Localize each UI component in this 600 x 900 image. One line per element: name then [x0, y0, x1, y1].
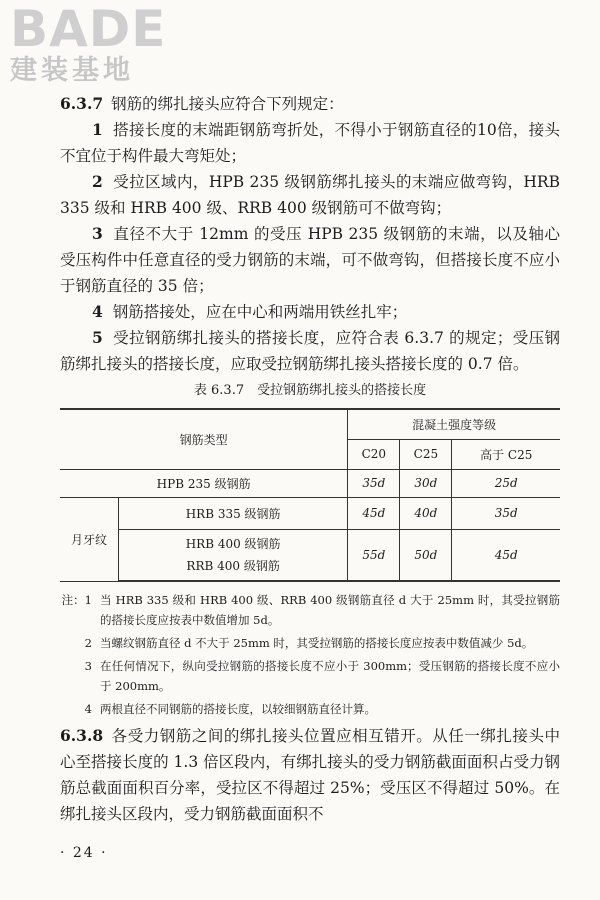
watermark-logo	[10, 0, 180, 86]
table-cell: 40d	[400, 497, 452, 529]
table-cell: 30d	[400, 469, 452, 497]
table-cell: 50d	[400, 529, 452, 581]
note-item: 3 在任何情况下，纵向受拉钢筋的搭接长度不应小于 300mm；受压钢筋的搭接长度不应小于 200mm。	[84, 659, 560, 693]
grade-c25: C25	[400, 439, 452, 469]
clause-item: 4 钢筋搭接处，应在中心和两端用铁丝扎牢；	[92, 302, 408, 321]
table-row	[60, 497, 560, 529]
note-item: 注：1 当 HRB 335 级和 HRB 400 级、RRB 400 级钢筋直径 d 大于 25mm 时，其受拉钢筋的搭接长度应按表中数值增加 5d。	[61, 593, 560, 627]
logo-subtitle: 建装基地	[10, 55, 134, 86]
table-cell: 55d	[348, 529, 400, 581]
grade-above-c25: 高于 C25	[452, 439, 560, 469]
table-cell: 35d	[348, 469, 400, 497]
section-text: 各受力钢筋之间的绑扎接头位置应相互错开。从任一绑扎接头中心至搭接长度的 1.3 倍区段内，有绑扎接头的受力钢筋截面面积占受力钢筋总截面面积百分率，受拉区不得超过 25%；受压区不得超过 50%。在绑扎接头区段内，受力钢筋截面面积不	[60, 727, 560, 823]
table-notes	[60, 590, 560, 719]
lap-length-table	[60, 408, 560, 582]
clause-item: 1 搭接长度的末端距钢筋弯折处，不得小于钢筋直径的10倍，接头不宜位于构件最大弯矩处；	[60, 120, 560, 165]
clause-item: 5 受拉钢筋绑扎接头的搭接长度，应符合表 6.3.7 的规定；受压钢筋绑扎接头的搭接长度，应取受拉钢筋绑扎接头搭接长度的 0.7 倍。	[60, 328, 560, 373]
grade-c20: C20	[348, 439, 400, 469]
section-6-3-8	[60, 723, 560, 827]
section-number: 6.3.7	[60, 94, 104, 113]
row-label-hrb335: HRB 335 级钢筋	[119, 497, 348, 529]
table-cell: 45d	[348, 497, 400, 529]
row-label-hpb235: HPB 235 级钢筋	[60, 469, 348, 497]
table-row	[60, 529, 560, 581]
table-caption: 表 6.3.7 受拉钢筋绑扎接头的搭接长度	[193, 383, 427, 398]
clause-item: 3 直径不大于 12mm 的受压 HPB 235 级钢筋的末端，以及轴心受压构件中任意直径的受力钢筋的末端，可不做弯钩，但搭接长度不应小于钢筋直径的 35 倍；	[60, 224, 560, 295]
section-6-3-7-heading	[60, 91, 560, 117]
table-row	[60, 469, 560, 497]
section-heading-text: 钢筋的绑扎接头应符合下列规定：	[111, 95, 344, 113]
page-number: · 24 ·	[60, 845, 108, 861]
clause-item: 2 受拉区域内，HPB 235 级钢筋绑扎接头的末端应做弯钩，HRB 335 级和 HRB 400 级、RRB 400 级钢筋可不做弯钩；	[60, 172, 560, 217]
document-body	[60, 91, 560, 827]
section-number: 6.3.8	[60, 726, 104, 745]
header-rebar-type: 钢筋类型	[60, 409, 348, 469]
note-item: 2 当螺纹钢筋直径 d 不大于 25mm 时，其受拉钢筋的搭接长度应按表中数值减少 5d。	[84, 636, 534, 650]
row-label-hrb400-rrb400: HRB 400 级钢筋 RRB 400 级钢筋	[119, 529, 348, 581]
table-cell: 45d	[452, 529, 560, 581]
group-label-crescent-rib: 月牙纹	[60, 497, 119, 581]
table-cell: 25d	[452, 469, 560, 497]
table-cell: 35d	[452, 497, 560, 529]
header-concrete-grade: 混凝土强度等级	[348, 409, 560, 439]
note-item: 4 两根直径不同钢筋的搭接长度，以较细钢筋直径计算。	[84, 702, 376, 716]
logo-brand: BADE	[10, 0, 167, 58]
